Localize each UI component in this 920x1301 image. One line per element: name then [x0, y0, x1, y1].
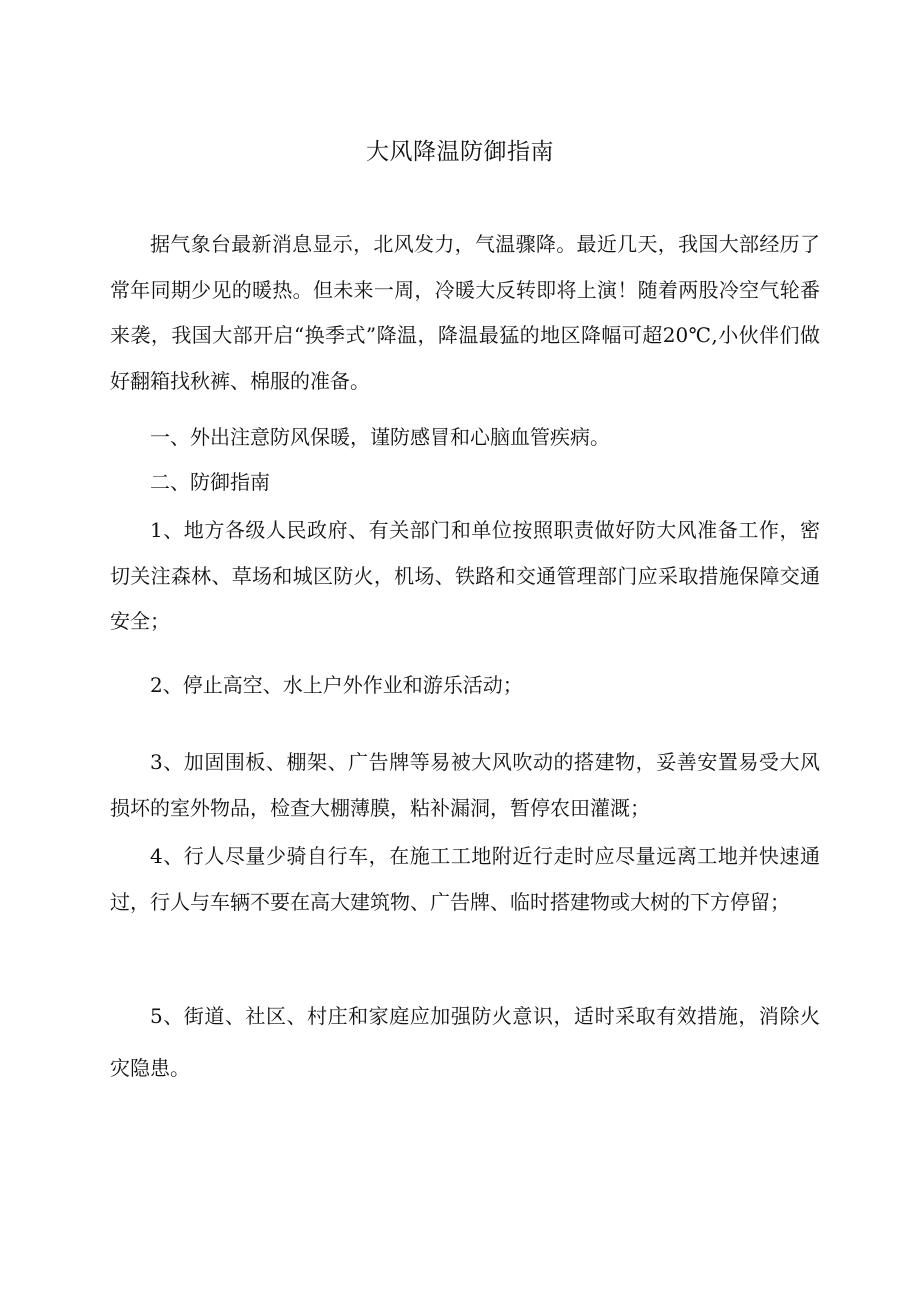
- guideline-item-1: 1、地方各级人民政府、有关部门和单位按照职责做好防大风准备工作，密切关注森林、草场和城区防火，机场、铁路和交通管理部门应采取措施保障交通安全；: [110, 518, 820, 633]
- section-two-heading: 二、防御指南: [150, 470, 270, 494]
- guideline-item-4: 4、行人尽量少骑自行车，在施工工地附近行走时应尽量远离工地并快速通过，行人与车辆不要在高大建筑物、广告牌、临时搭建物或大树的下方停留；: [110, 844, 820, 914]
- guideline-item-5: 5、街道、社区、村庄和家庭应加强防火意识，适时采取有效措施，消除火灾隐患。: [110, 1004, 820, 1080]
- guideline-item-3: 3、加固围板、棚架、广告牌等易被大风吹动的搭建物，妥善安置易受大风损坏的室外物品，检查大棚薄膜，粘补漏洞，暂停农田灌溉；: [110, 750, 820, 820]
- intro-paragraph: 据气象台最新消息显示，北风发力，气温骤降。最近几天，我国大部经历了常年同期少见的暖热。但未来一周，冷暖大反转即将上演！随着两股冷空气轮番来袭，我国大部开启“换季式”降温，降温最猛的地区降幅可超20℃,小伙伴们做好翻箱找秋裤、棉服的准备。: [110, 232, 820, 393]
- section-one-heading: 一、外出注意防风保暖，谨防感冒和心脑血管疾病。: [150, 425, 610, 449]
- document-title: 大风降温防御指南: [366, 139, 554, 165]
- guideline-item-2: 2、停止高空、水上户外作业和游乐活动；: [150, 673, 523, 697]
